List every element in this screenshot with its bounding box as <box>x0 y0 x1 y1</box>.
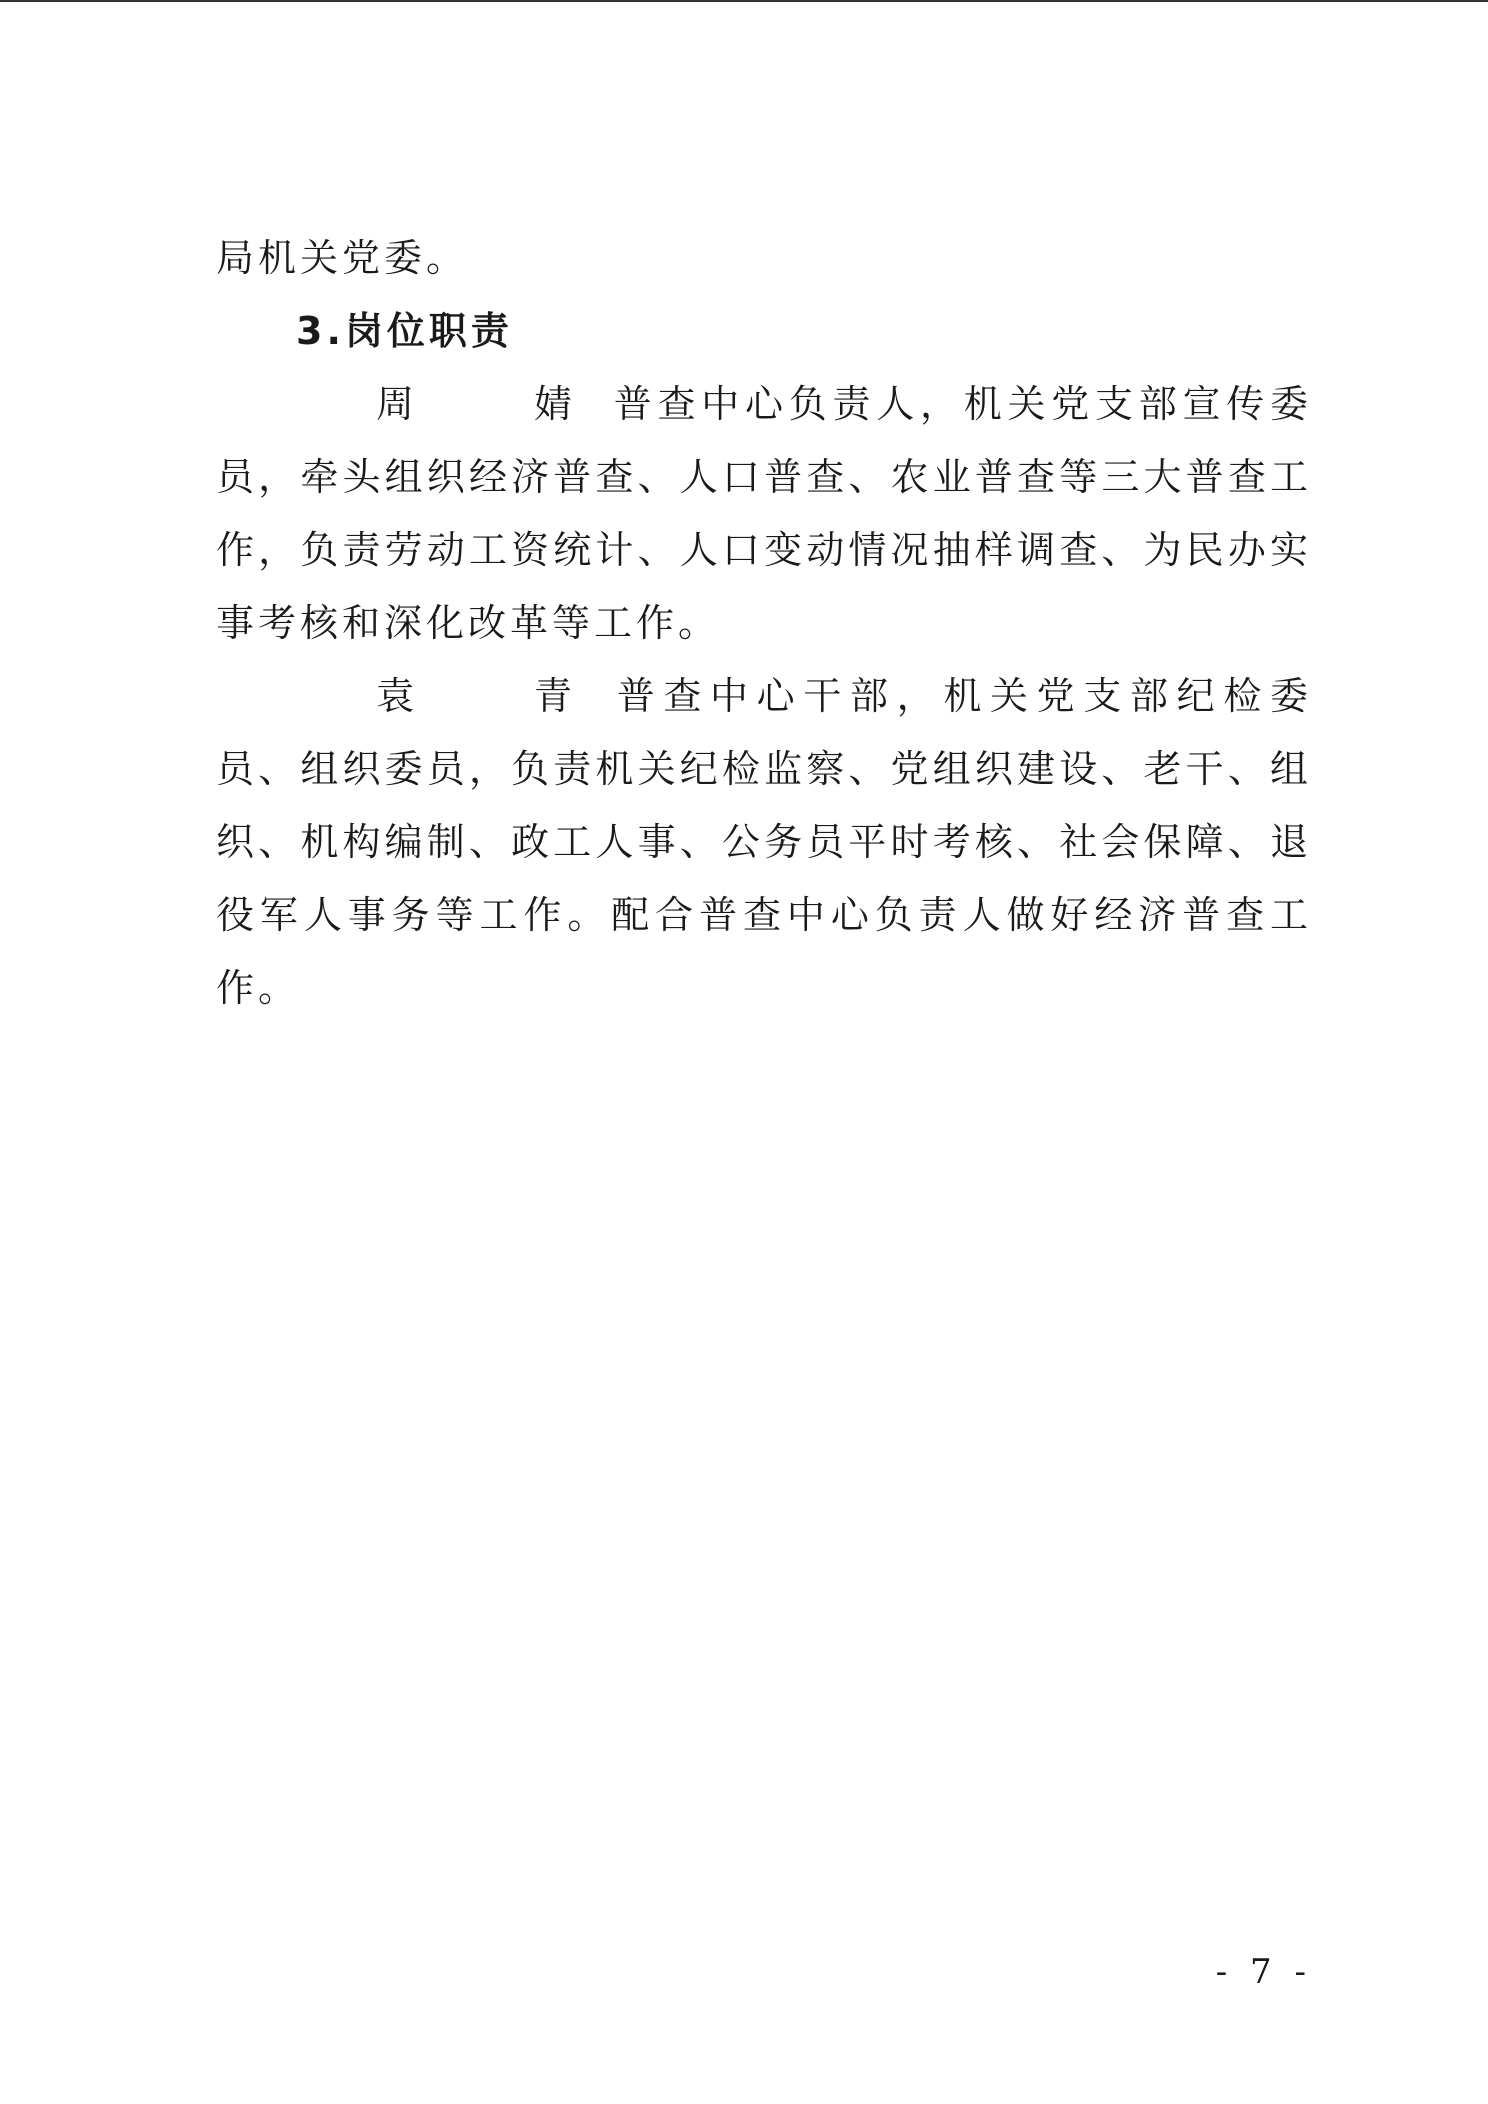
duty-paragraph-1 <box>216 368 1312 660</box>
document-body <box>216 222 1312 1025</box>
staff-duties-1: 普查中心负责人，机关党支部宣传委员，牵头组织经济普查、人口普查、农业普查等三大普查工作，负责劳动工资统计、人口变动情况抽样调查、为民办实事考核和深化改革等工作。 <box>216 382 1312 645</box>
page-number: - 7 - <box>1215 1952 1312 1992</box>
continuation-text: 局机关党委。 <box>216 236 469 280</box>
duty-paragraph-2 <box>216 660 1312 1025</box>
page-top-border <box>0 0 1488 2</box>
continuation-paragraph <box>216 222 1312 295</box>
staff-name-2-char-1: 袁 <box>376 674 415 718</box>
section-heading <box>216 295 1312 368</box>
staff-name-1-char-1: 周 <box>376 382 415 426</box>
section-heading-text: 3.岗位职责 <box>296 309 513 353</box>
staff-name-1-char-2: 婧 <box>534 382 573 426</box>
staff-duties-2: 普查中心干部，机关党支部纪检委员、组织委员，负责机关纪检监察、党组织建设、老干、组织、机构编制、政工人事、公务员平时考核、社会保障、退役军人事务等工作。配合普查中心负责人做好经济普查工作。 <box>216 674 1312 1010</box>
staff-name-2-char-2: 青 <box>534 674 573 718</box>
